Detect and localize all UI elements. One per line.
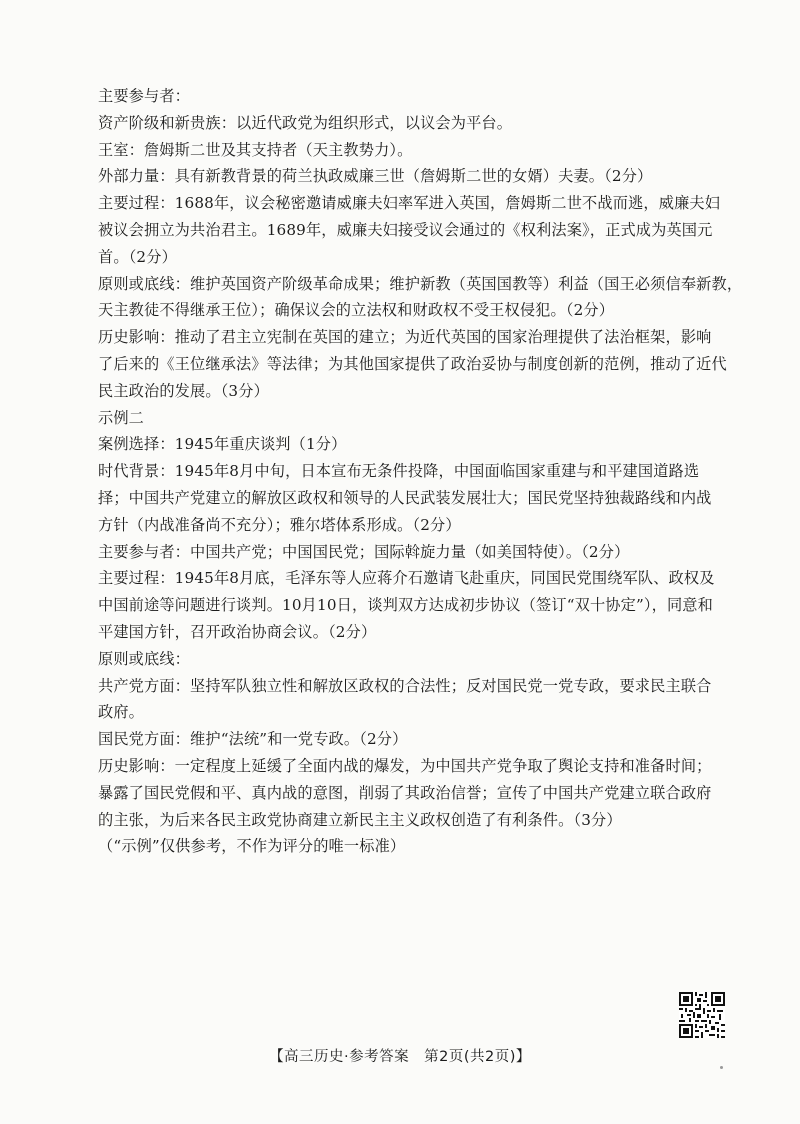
text-line: 方针（内战准备尚不充分）；雅尔塔体系形成。（2分） — [98, 515, 461, 534]
text-line: 主要参与者：中国共产党；中国国民党；国际斡旋力量（如美国特使）。（2分） — [98, 542, 630, 561]
text-line: 时代背景：1945年8月中旬，日本宣布无条件投降，中国面临国家重建与和平建国道路选 — [98, 462, 700, 481]
text-line: 原则或底线： — [98, 649, 191, 668]
text-line: 原则或底线：维护英国资产阶级革命成果；维护新教（英国国教等）利益（国王必须信奉新教， — [98, 274, 743, 293]
text-line: 首。（2分） — [98, 247, 177, 266]
text-line: 资产阶级和新贵族：以近代政党为组织形式，以议会为平台。 — [98, 113, 513, 132]
text-line: 中国前途等问题进行谈判。10月10日，谈判双方达成初步协议（签订“双十协定”），同意和 — [98, 596, 713, 615]
note-line: （“示例”仅供参考，不作为评分的唯一标准） — [98, 837, 406, 856]
text-line: 主要过程：1688年，议会秘密邀请威廉夫妇率军进入英国，詹姆斯二世不战而逃，威廉夫妇 — [98, 194, 721, 213]
text-line: 暴露了国民党假和平、真内战的意图，削弱了其政治信誉；宣传了中国共产党建立联合政府 — [98, 783, 712, 802]
text-line: 历史影响：推动了君主立宪制在英国的建立；为近代英国的国家治理提供了法治框架，影响 — [98, 328, 712, 347]
text-line: 外部力量：具有新教背景的荷兰执政威廉三世（詹姆斯二世的女婿）夫妻。（2分） — [98, 167, 653, 186]
text-line: 平建国方针，召开政治协商会议。（2分） — [98, 622, 377, 641]
text-line: 主要过程：1945年8月底，毛泽东等人应蒋介石邀请飞赴重庆，同国民党围绕军队、政权及 — [98, 569, 715, 588]
text-line: 共产党方面：坚持军队独立性和解放区政权的合法性；反对国民党一党专政，要求民主联合 — [98, 676, 712, 695]
text-line: 主要参与者： — [98, 87, 191, 105]
text-line: 国民党方面：维护“法统”和一党专政。（2分） — [98, 730, 408, 749]
text-line: 历史影响：一定程度上延缓了全面内战的爆发，为中国共产党争取了舆论支持和准备时间； — [98, 756, 712, 775]
text-line: 王室：詹姆斯二世及其支持者（天主教势力）。 — [98, 140, 413, 159]
scan-speck — [720, 1066, 723, 1069]
answer-text — [98, 83, 743, 860]
qr-code-icon — [679, 992, 725, 1038]
text-line: 案例选择：1945年重庆谈判（1分） — [98, 435, 347, 454]
text-line: 天主教徒不得继承王位）；确保议会的立法权和财政权不受王权侵犯。（2分） — [98, 301, 615, 320]
section-heading: 示例二 — [98, 408, 145, 427]
text-line: 被议会拥立为共治君主。1689年，威廉夫妇接受议会通过的《权利法案》，正式成为英国元 — [98, 220, 713, 239]
text-line: 政府。 — [98, 703, 145, 722]
text-line: 民主政治的发展。（3分） — [98, 381, 269, 400]
text-line: 的主张，为后来各民主政党协商建立新民主主义政权创造了有利条件。（3分） — [98, 810, 622, 829]
text-line: 了后来的《王位继承法》等法律；为其他国家提供了政治妥协与制度创新的范例，推动了近代 — [98, 354, 727, 373]
text-line: 择；中国共产党建立的解放区政权和领导的人民武装发展壮大；国民党坚持独裁路线和内战 — [98, 488, 712, 507]
page-footer: 【高三历史·参考答案 第2页(共2页)】 — [269, 1049, 531, 1065]
